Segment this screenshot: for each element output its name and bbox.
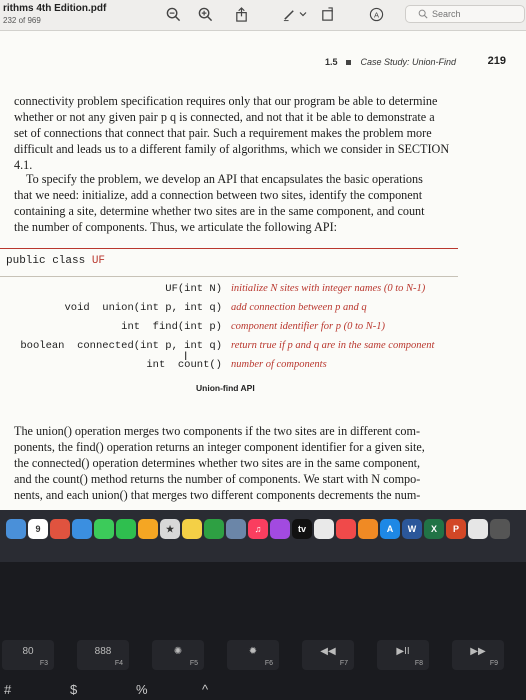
document-title: rithms 4th Edition.pdf [3,3,107,14]
app-icon-1[interactable] [50,519,70,539]
search-icon [418,9,428,19]
notes-icon[interactable] [182,519,202,539]
finder-icon[interactable] [6,519,26,539]
api-signature: boolean connected(int p, int q) [20,340,222,352]
rotate-window-icon[interactable] [318,5,336,23]
news-icon[interactable] [336,519,356,539]
text-line: the number of components. Thus, we articulate the following API: [14,220,338,234]
bullet-square [346,60,351,65]
key-symbol[interactable]: ^ [202,682,209,697]
text-line: that we need: initialize, add a connection between two sites, identify the component [14,188,423,202]
function-key[interactable] [77,640,129,670]
text-line: ponents, the find() operation returns an integer component identifier for a given site, [14,440,425,454]
api-header-rule [0,276,458,277]
api-description: add connection between p and q [231,302,367,313]
api-description: number of components [231,359,327,370]
running-head [325,57,456,67]
zoom-in-icon[interactable] [196,5,214,23]
facetime-icon[interactable] [116,519,136,539]
function-key[interactable] [152,640,204,670]
camera-icon[interactable] [490,519,510,539]
api-description: component identifier for p (0 to N-1) [231,321,385,332]
music-icon[interactable]: ♫ [248,519,268,539]
key-label: F4 [114,660,123,667]
search-field[interactable] [405,5,525,23]
function-key[interactable] [2,640,54,670]
function-key[interactable] [377,640,429,670]
paragraph-1 [14,93,452,173]
function-key[interactable] [302,640,354,670]
text-line: nents, and each union() that merges two different components decrements the num- [14,488,421,502]
key-symbol[interactable]: % [136,682,148,697]
powerpoint-icon[interactable]: P [446,519,466,539]
class-name: UF [91,255,106,267]
text-line: the connected() operation determines whether two sites are in the same component, [14,456,421,470]
search-input[interactable] [432,9,502,19]
api-description: return true if p and q are in the same component [231,340,435,351]
paragraph-3 [14,423,452,503]
zoom-out-icon[interactable] [164,5,182,23]
key-label: F5 [189,660,198,667]
key-label: F9 [489,660,498,667]
text-cursor-icon: I [184,349,188,363]
excel-icon[interactable]: X [424,519,444,539]
key-glyph: ✹ [248,646,258,657]
page-counter: 232 of 969 [3,16,41,25]
class-keyword: public class [6,255,86,267]
photos-icon[interactable] [138,519,158,539]
key-symbol[interactable]: # [4,682,12,697]
api-top-rule [0,248,458,249]
star-icon[interactable]: ★ [160,519,180,539]
share-icon[interactable] [232,5,250,23]
key-label: F6 [264,660,273,667]
text-line: To specify the problem, we develop an API that encapsulates the basic operations [26,172,423,186]
paragraph-2 [14,171,452,235]
key-glyph: ◀◀ [320,646,336,657]
key-symbol[interactable]: $ [70,682,78,697]
function-key-row [0,640,526,670]
key-glyph: ▶II [396,646,410,657]
api-signature: int find(int p) [121,321,222,333]
dock [0,510,526,562]
function-key[interactable] [452,640,504,670]
api-description: initialize N sites with integer names (0 to N-1) [231,283,426,294]
text-line: set of connections that connect that pair. Such a requirement makes the problem more [14,126,432,140]
api-signature: void union(int p, int q) [64,302,222,314]
key-glyph: 80 [22,646,34,657]
key-glyph: ✺ [173,646,183,657]
toolbar [0,0,526,31]
settings-icon[interactable] [226,519,246,539]
pen-icon[interactable] [314,519,334,539]
app-icon-2[interactable] [72,519,92,539]
appletv-icon[interactable]: tv [292,519,312,539]
function-key[interactable] [227,640,279,670]
text-line: difficult and leads us to a different family of algorithms, which we consider in SECTION [14,142,450,156]
key-label: F3 [39,660,48,667]
page-number: 219 [487,55,506,67]
api-class-declaration [6,255,105,267]
chrome-icon[interactable] [468,519,488,539]
calendar-icon[interactable]: 9 [28,519,48,539]
section-title: Case Study: Union-Find [360,57,456,67]
text-line: The union() operation merges two components if the two sites are in different com- [14,424,421,438]
text-line: connectivity problem specification requires only that our program be able to determine [14,94,438,108]
markup-pen-icon[interactable] [280,5,298,23]
key-label: F8 [414,660,423,667]
svg-text:A: A [373,9,379,19]
text-line: 4.1. [14,158,33,172]
key-glyph: 888 [94,646,112,657]
section-number: 1.5 [324,57,338,67]
annotate-circle-icon[interactable] [367,5,385,23]
text-line: and the count() method returns the number of components. We start with N compo- [14,472,421,486]
api-signature: int count() [146,359,222,371]
pdf-page [0,31,526,510]
number-key-row [0,680,526,700]
text-line: containing a site, determine whether two sites are in the same component, and count [14,204,425,218]
messages-icon[interactable] [94,519,114,539]
api-signature: UF(int N) [165,283,222,295]
books-icon[interactable] [358,519,378,539]
api-caption: Union-find API [196,383,255,393]
chart-icon[interactable] [204,519,224,539]
key-glyph: ▶▶ [470,646,486,657]
word-icon[interactable]: W [402,519,422,539]
podcasts-icon[interactable] [270,519,290,539]
appstore-icon[interactable]: A [380,519,400,539]
key-label: F7 [339,660,348,667]
chevron-down-icon[interactable] [298,5,308,23]
text-line: whether or not any given pair p q is connected, and not that it be able to demonstrate a [14,110,435,124]
